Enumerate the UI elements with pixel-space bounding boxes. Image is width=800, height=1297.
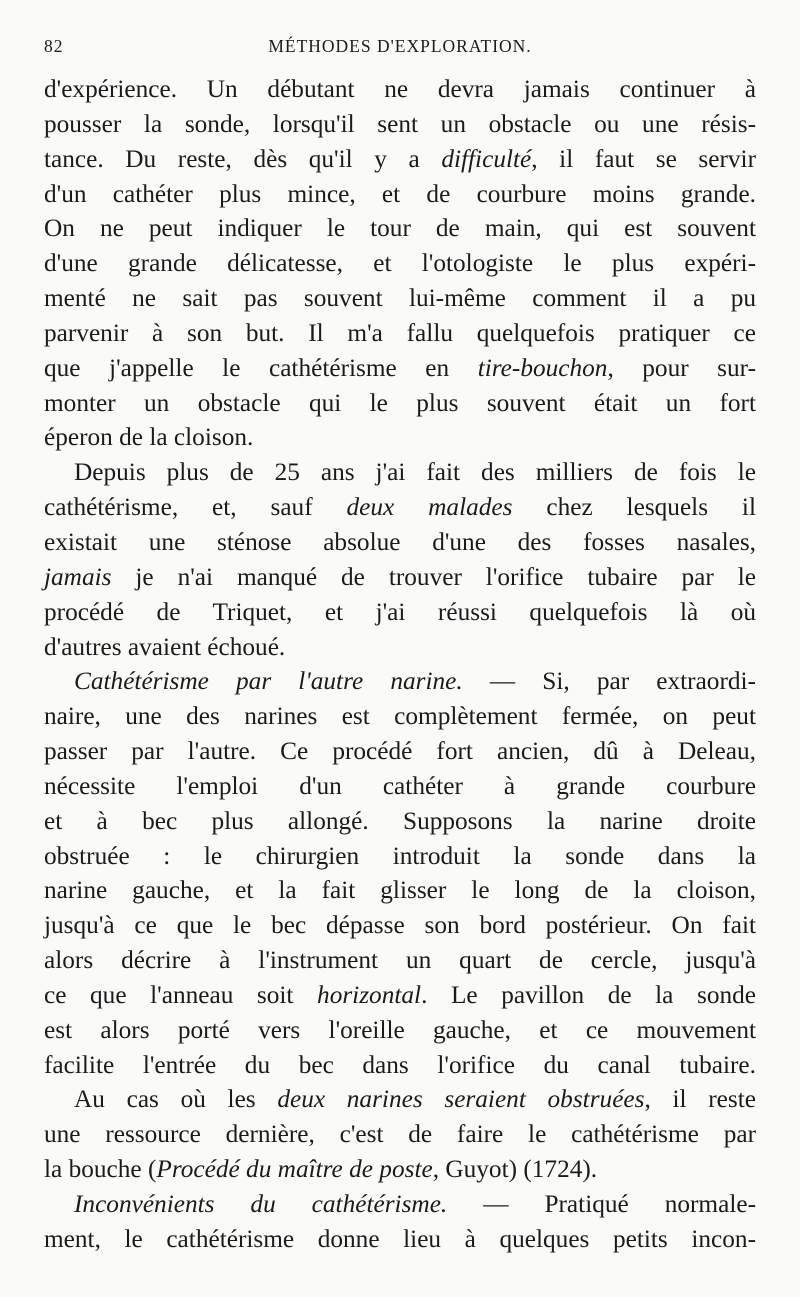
italic-text: Inconvénients du cathétérisme. [74, 1190, 448, 1218]
text-run: est alors porté vers l'oreille gauche, et ce mouvement [44, 1015, 756, 1044]
text-line [44, 734, 756, 769]
text-line [44, 664, 756, 699]
text-run: existait une sténose absolue d'une des fosses nasales, [44, 527, 756, 556]
text-run: nécessite l'emploi d'un cathéter à grande courbure [44, 771, 756, 800]
text-run: chez lesquels il [512, 493, 756, 522]
text-line [44, 978, 756, 1013]
text-run: éperon de la cloison. [44, 423, 254, 452]
text-line [44, 908, 756, 943]
text-run: jusqu'à ce que le bec dépasse son bord postérieur. On fait [44, 911, 756, 940]
text-line [44, 316, 756, 351]
page-header [44, 32, 756, 64]
italic-text: Procédé du maître de poste [156, 1155, 433, 1184]
text-line [44, 1013, 756, 1048]
text-run: — Pratiqué normale- [447, 1190, 756, 1218]
body-text [44, 72, 756, 1257]
text-run: cathétérisme, et, sauf [44, 493, 347, 522]
text-run: Au cas où les [74, 1085, 278, 1114]
text-run: d'un cathéter plus mince, et de courbure moins grande. [44, 179, 756, 208]
text-line [44, 351, 756, 386]
text-line [44, 386, 756, 421]
text-line [44, 769, 756, 804]
page-number: 82 [44, 36, 64, 56]
text-run: d'une grande délicatesse, et l'otologiste le plus expéri- [44, 249, 756, 278]
text-run: , pour sur- [607, 353, 757, 382]
text-line [44, 420, 756, 455]
text-line [44, 1117, 756, 1152]
text-run: d'expérience. Un débutant ne devra jamais continuer à [44, 75, 756, 103]
text-line [44, 490, 756, 525]
text-run: parvenir à son but. Il m'a fallu quelquefois pratiquer ce [44, 318, 756, 347]
text-run: obstruée : le chirurgien introduit la sonde dans la [44, 841, 756, 870]
text-line [44, 281, 756, 316]
text-line [44, 455, 756, 490]
text-run: une ressource dernière, c'est de faire le cathétérisme par [44, 1120, 756, 1149]
text-run: . Le pavillon de la sonde [421, 980, 756, 1009]
text-line [44, 1048, 756, 1083]
text-line [44, 177, 756, 212]
text-line [44, 839, 756, 874]
text-run: ment, le cathétérisme donne lieu à quelques petits incon- [44, 1224, 756, 1253]
italic-text: tire-bouchon [477, 353, 608, 382]
text-line [44, 699, 756, 734]
text-line [44, 107, 756, 142]
text-run: d'autres avaient échoué. [44, 632, 286, 661]
text-run: , il reste [644, 1085, 756, 1114]
text-line [44, 804, 756, 839]
text-line [44, 72, 756, 107]
text-run: et à bec plus allongé. Supposons la narine droite [44, 806, 756, 835]
text-run: procédé de Triquet, et j'ai réussi quelquefois là où [44, 597, 756, 626]
text-line [44, 1082, 756, 1117]
text-run: monter un obstacle qui le plus souvent était un fort [44, 388, 756, 417]
text-run: naire, une des narines est complètement fermée, on peut [44, 702, 756, 731]
text-line [44, 943, 756, 978]
italic-text: jamais [44, 562, 112, 591]
text-line [44, 211, 756, 246]
italic-text: deux malades [346, 493, 513, 522]
text-run: la bouche ( [44, 1155, 157, 1184]
text-run: que j'appelle le cathétérisme en [44, 353, 478, 382]
text-line [44, 873, 756, 908]
text-line [44, 630, 756, 665]
text-run: facilite l'entrée du bec dans l'orifice du canal tubaire. [44, 1050, 756, 1079]
italic-text: horizontal [317, 980, 422, 1009]
text-run: On ne peut indiquer le tour de main, qui est souvent [44, 214, 756, 243]
text-line [44, 595, 756, 630]
text-run: alors décrire à l'instrument un quart de cercle, jusqu'à [44, 946, 756, 975]
text-line [44, 525, 756, 560]
text-run: — Si, par extraordi- [462, 667, 756, 696]
running-head: MÉTHODES D'EXPLORATION. [268, 36, 532, 56]
text-run: narine gauche, et la fait glisser le long de la cloison, [44, 876, 756, 905]
text-line [44, 1152, 756, 1187]
text-line [44, 1222, 756, 1257]
text-run: pousser la sonde, lorsqu'il sent un obstacle ou une résis- [44, 109, 756, 138]
text-run: passer par l'autre. Ce procédé fort ancien, dû à Deleau, [44, 737, 756, 766]
italic-text: difficulté [441, 144, 532, 173]
italic-text: deux narines seraient obstruées [277, 1085, 645, 1114]
text-run: je n'ai manqué de trouver l'orifice tubaire par le [111, 562, 756, 591]
text-line [44, 142, 756, 177]
text-run: , il faut se servir [531, 144, 757, 173]
text-line [44, 1187, 756, 1222]
text-line [44, 560, 756, 595]
text-run: menté ne sait pas souvent lui-même comment il a pu [44, 284, 756, 313]
text-run: Depuis plus de 25 ans j'ai fait des milliers de fois le [74, 458, 756, 487]
italic-text: Cathétérisme par l'autre narine. [74, 667, 463, 696]
text-run: tance. Du reste, dès qu'il y a [44, 144, 442, 173]
text-line [44, 246, 756, 281]
text-run: , Guyot) (1724). [432, 1155, 598, 1184]
text-run: ce que l'anneau soit [44, 980, 318, 1009]
